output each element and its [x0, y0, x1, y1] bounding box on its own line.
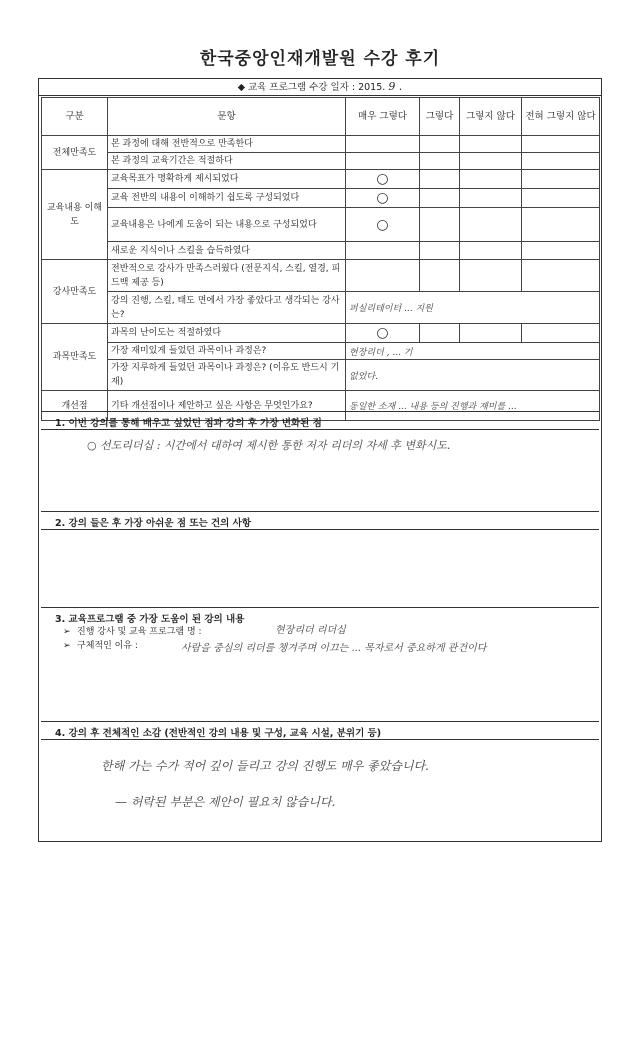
section-1-answer: ○ 선도리더십 : 시간에서 대하여 제시한 통한 저자 리더의 자세 후 변화시도. [87, 439, 451, 452]
section-3-lecturer-value: 현장리더 리더십 [275, 625, 346, 636]
question-row: 새로운 지식이나 스킬을 습득하였다 [108, 242, 346, 260]
survey-table [41, 97, 600, 421]
question-row: 본 과정의 교육기간은 적절하다 [108, 153, 346, 170]
section-2 [41, 511, 599, 608]
question-row: 본 과정에 대해 전반적으로 만족한다 [108, 136, 346, 153]
header-category: 구분 [42, 98, 108, 136]
header-agree: 그렇다 [420, 98, 460, 136]
section-4-answer-line-1: 한해 가는 수가 적어 깊이 들리고 강의 진행도 매우 좋았습니다. [101, 759, 429, 773]
handwritten-note: 없었다. [346, 360, 600, 391]
handwritten-note: 현장리더 , ... 기 [346, 343, 600, 360]
check-mark: ○ [346, 189, 420, 208]
arrow-icon: ➢ [63, 627, 71, 637]
lecturer-label: 진행 강사 및 교육 프로그램 명 : [77, 627, 202, 637]
section-4-answer-line-2: — 허락된 부분은 제안이 필요치 않습니다. [115, 795, 336, 809]
arrow-icon: ➢ [63, 641, 71, 651]
section-3-heading: 3. 교육프로그램 중 가장 도움이 된 강의 내용 [55, 614, 245, 625]
survey-sheet [38, 78, 602, 842]
section-1-heading: 1. 이번 강의를 통해 배우고 싶었던 점과 강의 후 가장 변화된 점 [41, 412, 599, 430]
section-2-heading: 2. 강의 들은 후 가장 아쉬운 점 또는 건의 사항 [41, 512, 599, 530]
page-title: 한국중앙인재개발원 수강 후기 [199, 49, 441, 69]
question-row: 교육내용은 나에게 도움이 되는 내용으로 구성되었다 [108, 208, 346, 242]
header-strongly-agree: 매우 그렇다 [346, 98, 420, 136]
date-label: ◆ 교육 프로그램 수강 일자 : 2015. [237, 82, 386, 93]
question-row: 과목의 난이도는 적절하였다 [108, 324, 346, 343]
handwritten-note: 동일한 소재 ... 내용 등의 진행과 재미를 ... [346, 391, 600, 421]
section-4-heading: 4. 강의 후 전체적인 소감 (전반적인 강의 내용 및 구성, 교육 시설, 분위기 등) [41, 722, 599, 740]
check-mark: ○ [346, 324, 420, 343]
date-line [39, 79, 601, 96]
date-handwritten: 9 . [388, 80, 403, 93]
question-row: 교육 전반의 내용이 이해하기 쉽도록 구성되었다 [108, 189, 346, 208]
category-subject: 과목만족도 [42, 324, 108, 391]
section-3-reason-value: 사람을 중심의 리더를 챙겨주며 이끄는 ... 목자로서 중요하게 관건이다 [181, 643, 487, 654]
header-question: 문항 [108, 98, 346, 136]
check-mark: ○ [346, 170, 420, 189]
section-1 [41, 411, 599, 512]
question-row: 기타 개선점이나 제안하고 싶은 사항은 무엇인가요? [108, 391, 346, 421]
category-improvement: 개선점 [42, 391, 108, 421]
category-content: 교육내용 이해도 [42, 170, 108, 260]
question-row: 가장 재미있게 들었던 과목이나 과정은? [108, 343, 346, 360]
reason-label: 구체적인 이유 : [77, 641, 138, 651]
category-instructor: 강사만족도 [42, 260, 108, 324]
category-overall: 전체만족도 [42, 136, 108, 170]
check-mark: ○ [346, 208, 420, 242]
question-row: 강의 진행, 스킬, 태도 면에서 가장 좋았다고 생각되는 강사는? [108, 292, 346, 324]
section-4 [41, 721, 599, 842]
header-strongly-disagree: 전혀 그렇지 않다 [522, 98, 600, 136]
header-disagree: 그렇지 않다 [460, 98, 522, 136]
question-row: 가장 지루하게 들었던 과목이나 과정은? (이유도 반드시 기재) [108, 360, 346, 391]
handwritten-note: 퍼실리테이터 ... 지원 [346, 292, 600, 324]
question-row: 전반적으로 강사가 만족스러웠다 (전문지식, 스킬, 열경, 피드백 제공 등) [108, 260, 346, 292]
question-row: 교육목표가 명확하게 제시되었다 [108, 170, 346, 189]
